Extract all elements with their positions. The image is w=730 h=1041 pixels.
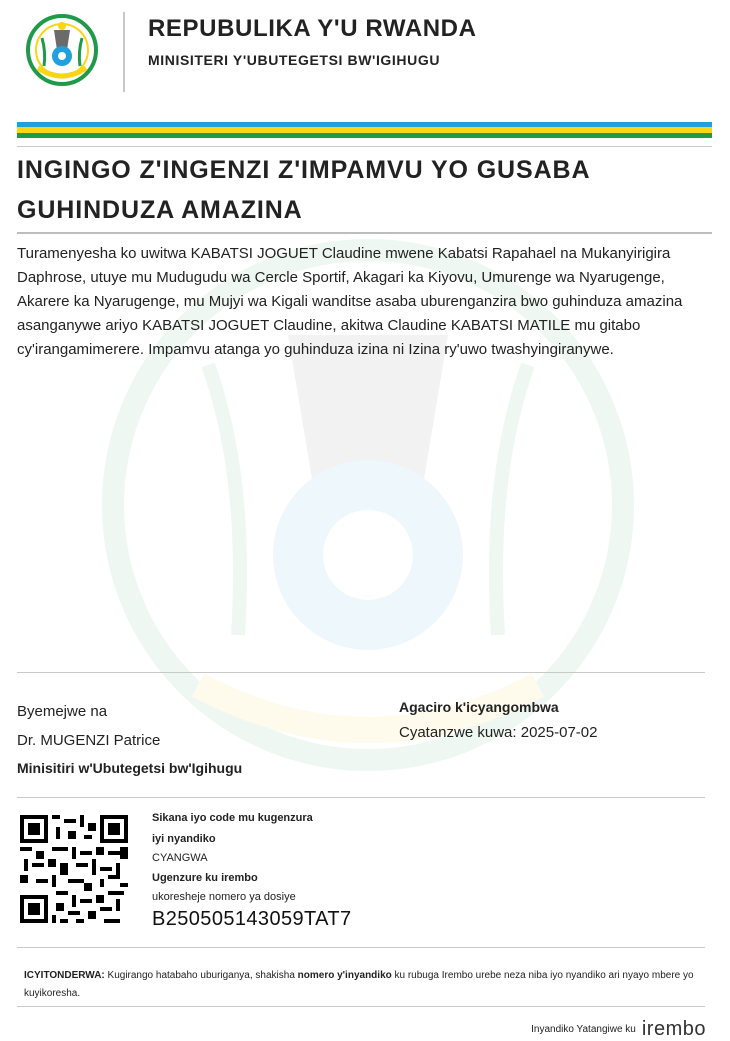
approved-by-label: Byemejwe na (17, 703, 108, 720)
or-label: CYANGWA (152, 852, 208, 864)
document-title (17, 150, 707, 230)
qr-code[interactable] (20, 815, 128, 923)
scan-instruction: Sikana iyo code mu kugenzura (152, 812, 313, 824)
approver-title: Minisitiri w'Ubutegetsi bw'Igihugu (17, 760, 243, 776)
document-body: Turamenyesha ko uwitwa KABATSI JOGUET Claudine mwene Kabatsi Rapahael na Mukanyirigira Daphrose, utuye mu Mudugudu wa Cercle Sportif, Akagari ka Kiyovu, Umurenge wa Nyarugenge, Akarere ka Nyarugenge, mu Mujyi wa Kigali wanditse asaba uburenganzira bwo guhinduza amazina asanganywe ariyo KABATSI JOGUET Claudine, akitwa Claudine KABATSI MATILE mu gitabo cy'irangamimerere. Impamvu atanga yo guhinduza izina ni Izina ry'uwo twashyingiranywe. (17, 245, 683, 358)
document-label: iyi nyandiko (152, 833, 216, 845)
rule-above-notice (17, 947, 705, 948)
reference-number: B250505143059TAT7 (152, 908, 352, 930)
rwanda-coat-of-arms-icon (24, 12, 100, 88)
title-line-1: INGINGO Z'INGENZI Z'IMPAMVU YO GUSABA (17, 156, 591, 184)
footer (531, 1018, 706, 1041)
issued-date-line (399, 724, 597, 741)
notice-text-2: ku rubuga Irembo urebe neza niba iyo nyandiko ari nyayo mbere yo kuyikoresha. (24, 970, 694, 999)
country-title: REPUBULIKA Y'U RWANDA (148, 15, 477, 42)
using-label: ukoresheje nomero ya dosiye (152, 891, 296, 903)
rule-above-verification (17, 797, 705, 798)
rule-above-signature (17, 672, 705, 673)
issued-date: 2025-07-02 (520, 724, 598, 741)
irembo-logo[interactable]: irembo (641, 1018, 706, 1040)
title-line-2: GUHINDUZA AMAZINA (17, 196, 303, 224)
notice-emphasis: nomero y'inyandiko (297, 970, 392, 981)
rule-under-flag (17, 146, 712, 147)
header-divider (123, 12, 125, 92)
flag-stripes (17, 122, 712, 138)
notice (24, 967, 704, 1003)
flag-stripe-green (17, 133, 712, 138)
issued-by-label: Inyandiko Yatangiwe ku (531, 1024, 636, 1035)
validity-label: Agaciro k'icyangombwa (399, 699, 559, 715)
verify-label: Ugenzure ku irembo (152, 872, 258, 884)
notice-text-1: Kugirango hatabaho uburiganya, shakisha (104, 970, 298, 981)
issued-label: Cyatanzwe kuwa: (399, 724, 517, 741)
approver-name: Dr. MUGENZI Patrice (17, 732, 161, 749)
rule-above-footer (17, 1006, 705, 1007)
ministry-subtitle: MINISITERI Y'UBUTEGETSI BW'IGIHUGU (148, 52, 441, 68)
rule-under-title (17, 232, 712, 234)
notice-prefix: ICYITONDERWA: (24, 970, 105, 981)
